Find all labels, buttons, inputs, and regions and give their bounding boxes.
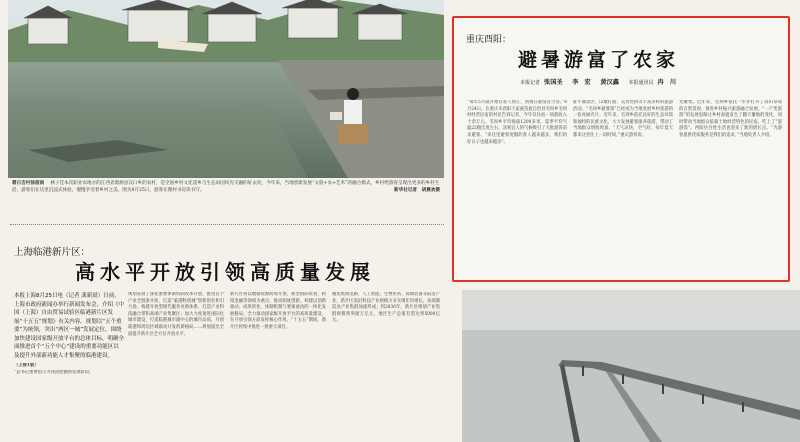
- shanghai-column-3: 新片区将以数据资源跨境开放、新型国际贸易、跨境金融等领域为重点，推动制度创新，构建以创新驱动、成果转化、体制机制与要素流动的一体化发展格局，全力推动国家级开放平台的高质量建设，在开放引领方面发挥核心作用。“十五五”期间，新片区将集中推进一批重大项目。: [230, 292, 326, 330]
- village-photo: [8, 0, 444, 178]
- section-divider: [10, 224, 444, 225]
- chongqing-kicker: 重庆酉阳：: [466, 35, 512, 45]
- caption-title: 碧日吉村徐茵雨: [12, 181, 45, 186]
- shanghai-lead-column: [14, 292, 124, 442]
- pier-photo-art: [462, 290, 800, 442]
- byline-name: 黄汉鑫: [600, 79, 619, 86]
- byline-role: 本报通讯员: [628, 80, 654, 86]
- photo-caption: [12, 180, 440, 218]
- shanghai-subhead: （上接1版）: [14, 363, 39, 368]
- shanghai-tail: “总书记重要指示为我国把握新发展阶段。: [14, 369, 94, 375]
- chongqing-column-1: “每年5月就开始有客人预订，到现在都没有空房。”8月24日，在重庆市酉阳土家族苗族自治县毛坝乡毛坝村经营民宿的村民告诉记者，今年仅住宿一项就收入十余万元。毛坝乡平均海拔1200多米，夏季平均气温22摄氏度左右，凉爽宜人的气候吸引了大批游客前来避暑。“来这里避暑度假的客人越来越多，我们的好日子也越来越多”。: [467, 100, 567, 145]
- village-photo-art: [8, 0, 444, 178]
- caption-body: 林子佳本次职业农地方的江西省婺源县汉口乡的农村，是全国乡村文化遥乡与生态田园风光交融的好去处，今年来，当地创新发展“文旅+农+艺术”的融合模式，乡村给游客呈现出更多的乡村生活，游客们在这里沉浸式体验，慢慢享受着乡村之美。图为8月25日，游客在理村书房读书写。: [12, 181, 440, 193]
- byline-name: 张国圣: [544, 79, 563, 86]
- shanghai-kicker: 上海临港新片区：: [14, 247, 91, 258]
- shanghai-column-2: 规划安排了深化重要体制机制改革开放，推进首个产业全链条开放、打造“临港科创城”创新创业和引力场，构建开放型现代服务业新体系，打造产业科技融合带和高端产业集聚区；加大力度推进国际化城市建设、打造临港城市副中心的城市品质，开创临港和周边区域联动开发的新格局……规划提出全面提升新片区全方位开放水平。: [128, 292, 224, 337]
- chongqing-headline: 避暑游富了农家: [518, 49, 680, 71]
- chongqing-byline: [520, 77, 770, 86]
- byline-role: 本报记者: [520, 80, 541, 86]
- caption-credit: 新华社记者 胡晨欢摄: [394, 188, 440, 193]
- shanghai-lead: 本报上海8月25日电（记者 龚新晨）日前，上海市政府新闻办举行新闻发布会，介绍《中国（上海）自由贸易试验区临港新片区发展“十五五”规划》有关内容。规划以“五个重要”为统领，突出“两区一城”发展定位，围绕加快建设国家级开放平台的总体目标，明确全面推进首个“五个中心”建设的重要功能区以及提升外部新功能人才集聚的临港建设。: [14, 293, 125, 359]
- chongqing-column-2: 卧牛湖景区、山歌打擂、美食比拼等丰富多样的旅游活动，“毛坝乡避暑游”已经成为当地发展乡村旅游的一张亮丽名片。近年来，毛坝乡依托良好的生态环境和独特的民族文化，大力发展避暑康养旅游，带动了当地群众增收致富。“天气凉快，空气好，每年夏天都来这里住上一段时间，”重庆游客说。: [573, 100, 673, 138]
- byline-name: 李 宏: [572, 79, 591, 86]
- chongqing-column-3: 光聚集。近年来，毛坝乡依托一步步打开了高山草甸的自然景观，推进乡村振兴旅游融合发展。“一产变旅游”的发展思路让乡村面貌发生了翻天覆地的变化，同时带动当地群众依靠土地经营特色的民宿，吃上了“旅游饭”。西阳县百姓生活也迎来了新的增长点。“为游客提供优质服务是我们的追求，”当地负责人介绍。: [679, 100, 782, 138]
- shanghai-column-4: 聚焦集成电路、人工智能、生物医药、高端装备等前沿产业，新片区前沿科技产业规模力争实现年均增长，高端制造业产业集群加速形成；到2030年，新片区规划产业集群规模将突破万亿元，地区生产总值有望达到5000亿元。: [332, 292, 440, 324]
- byline-name: 冉 川: [657, 79, 677, 86]
- shanghai-headline: 高水平开放引领高质量发展: [75, 260, 375, 284]
- pier-photo: [462, 290, 800, 442]
